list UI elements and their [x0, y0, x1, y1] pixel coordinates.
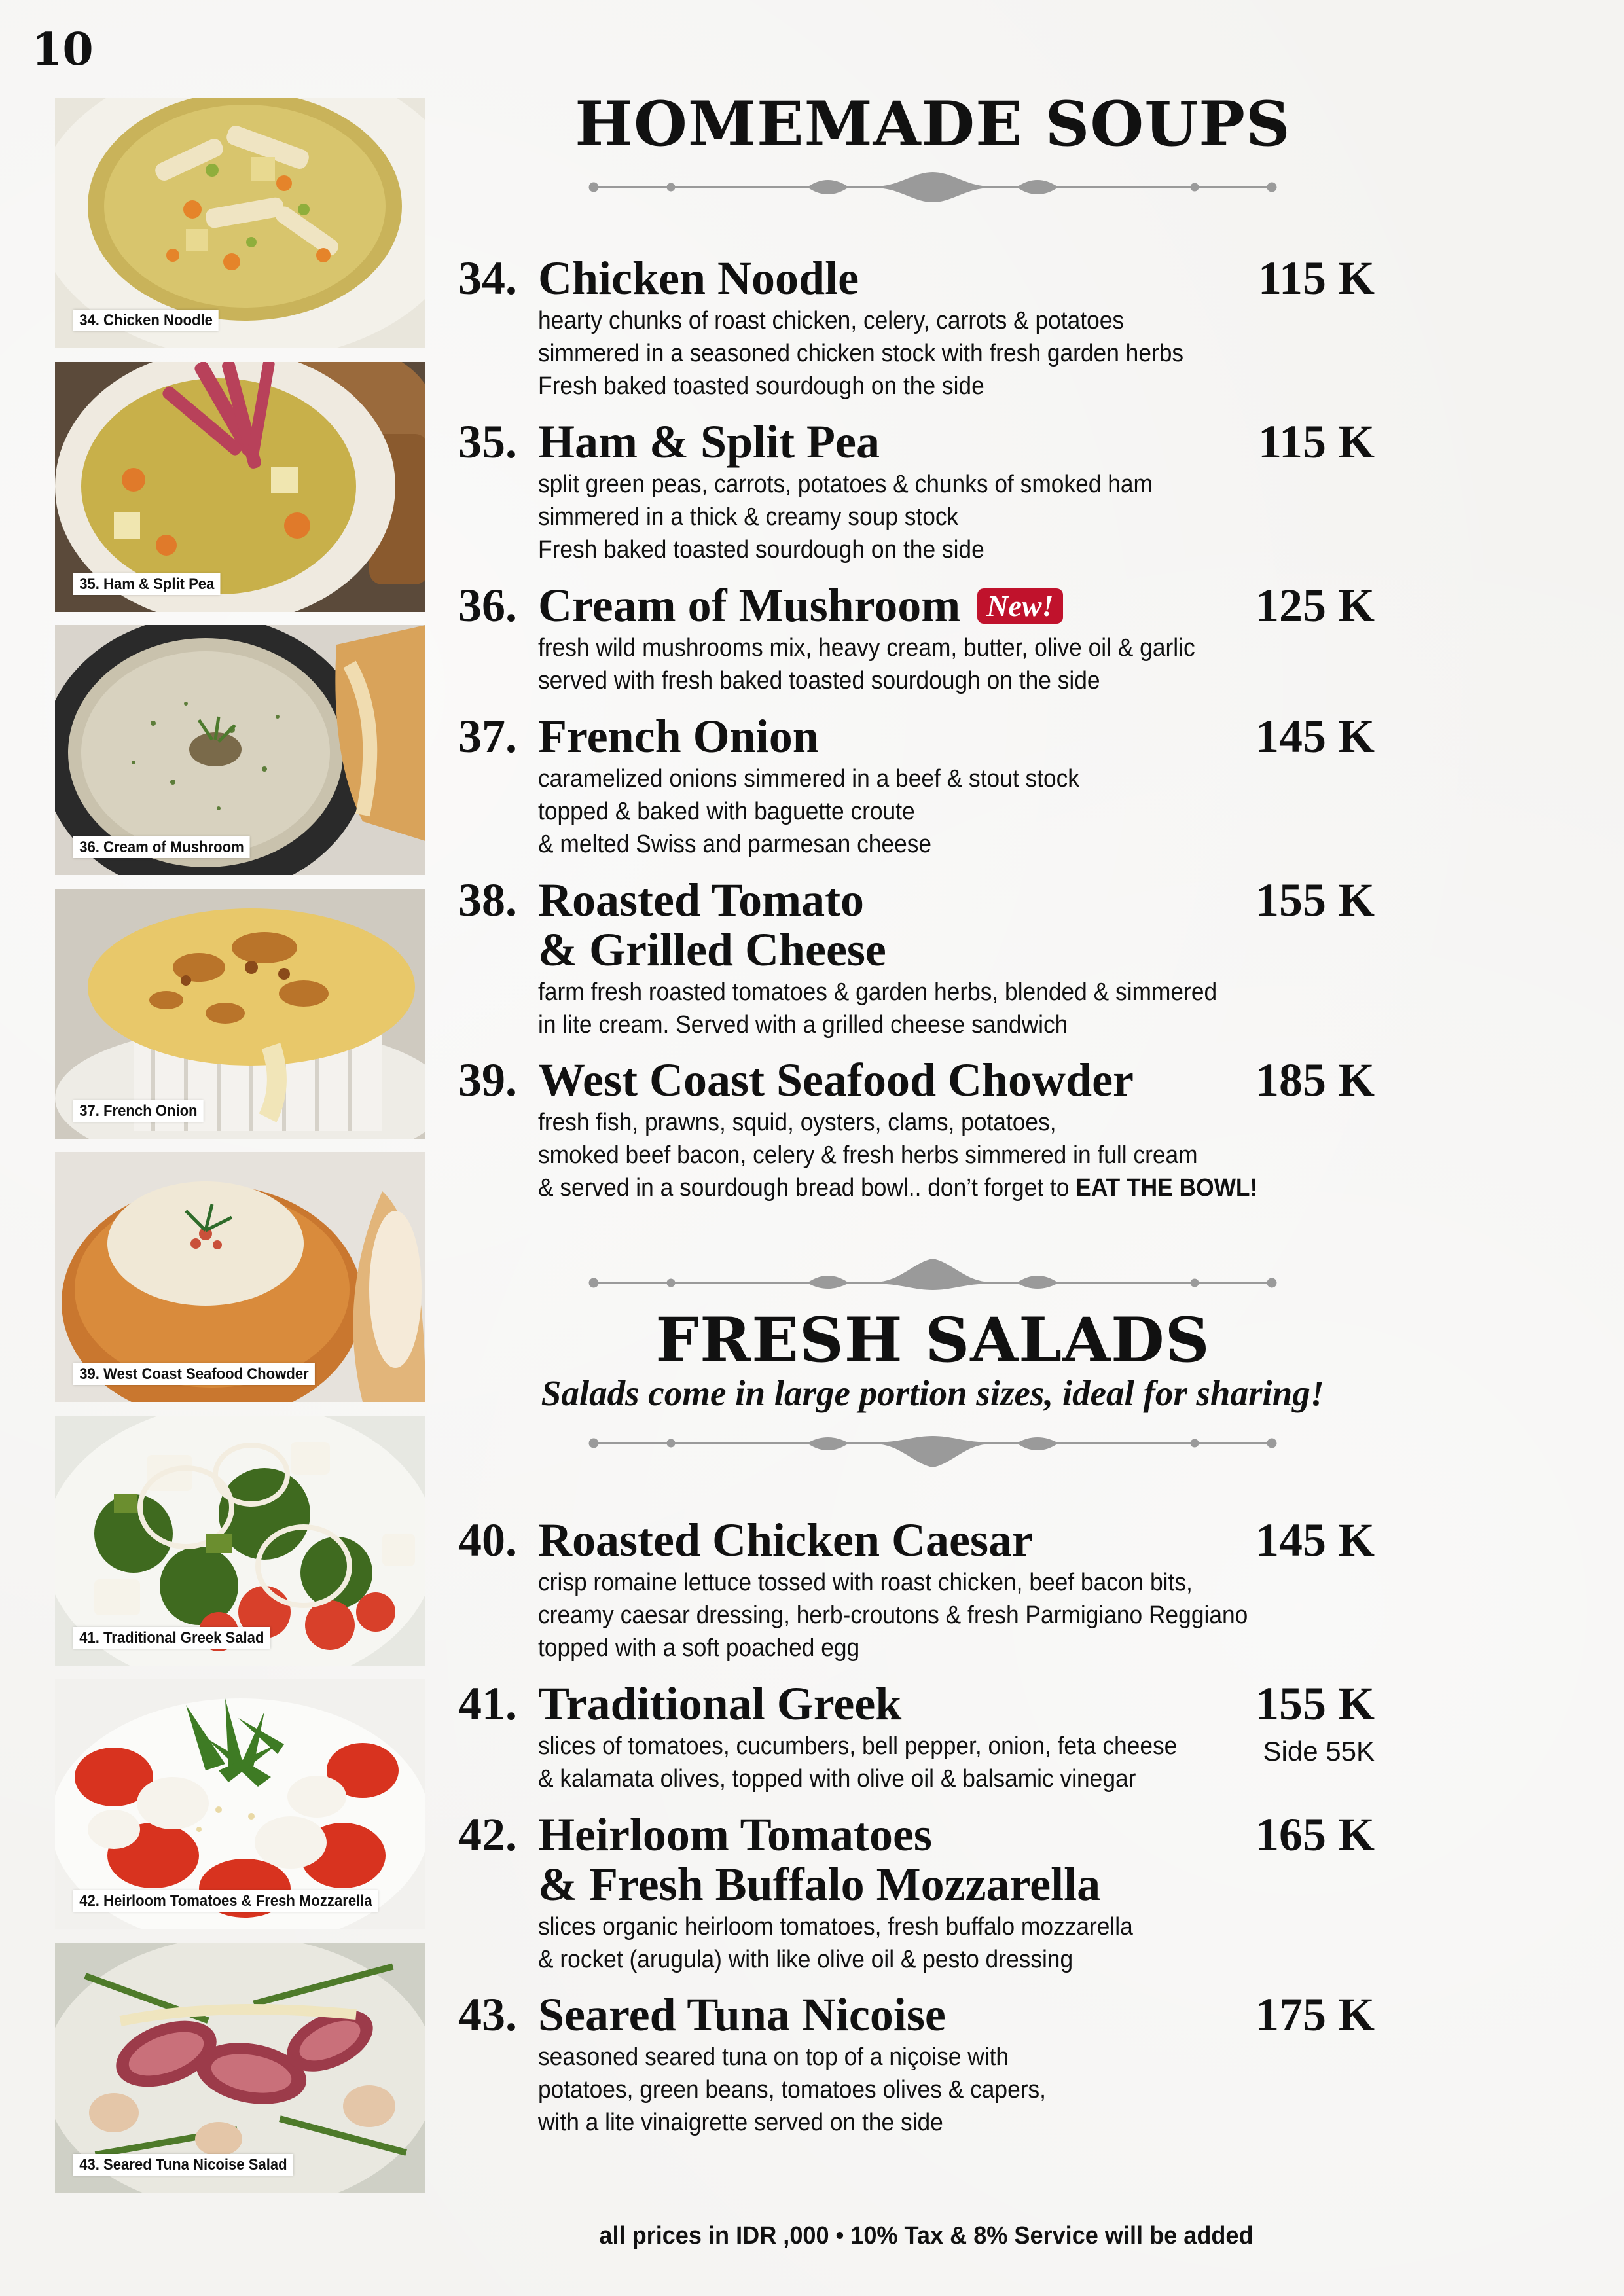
- item-description: fresh wild mushrooms mix, heavy cream, butter, olive oil & garlic served with fresh baked toasted sourdough on the side: [538, 634, 1195, 694]
- item-number: 40.: [458, 1514, 517, 1566]
- menu-item-37: [458, 711, 1375, 861]
- item-price: 185 K: [1255, 1054, 1375, 1106]
- item-name: West Coast Seafood Chowder: [538, 1054, 1134, 1106]
- item-price: 115 K: [1257, 416, 1375, 468]
- item-name: Heirloom Tomatoes: [538, 1808, 932, 1861]
- menu-item-42: [458, 1810, 1375, 1976]
- eat-the-bowl-emphasis: EAT THE BOWL!: [1075, 1174, 1258, 1202]
- item-number: 36.: [458, 579, 517, 632]
- soups-title: HOMEMADE SOUPS: [575, 88, 1291, 160]
- item-name-line-2: & Fresh Buffalo Mozzarella: [538, 1858, 1101, 1910]
- item-number: 43.: [458, 1988, 517, 2041]
- photo-greek-salad: [55, 1416, 425, 1666]
- ornament-divider-icon: [586, 168, 1280, 207]
- item-description: hearty chunks of roast chicken, celery, carrots & potatoes simmered in a seasoned chicken stock with fresh garden herbs Fresh baked toasted sourdough on the side: [538, 307, 1184, 400]
- salads-tagline: Salads come in large portion sizes, ideal for sharing!: [541, 1373, 1325, 1413]
- photo-caption: 41. Traditional Greek Salad: [73, 1627, 270, 1649]
- photo-caption: 42. Heirloom Tomatoes & Fresh Mozzarella: [73, 1890, 378, 1912]
- item-name: Chicken Noodle: [538, 252, 859, 304]
- item-description: fresh fish, prawns, squid, oysters, clams, potatoes, smoked beef bacon, celery & fresh herbs simmered in full cream & served in a sourdough bread bowl.. don’t forget to EAT THE BOWL!: [538, 1109, 1258, 1202]
- item-number: 39.: [458, 1054, 517, 1106]
- photo-caption: 35. Ham & Split Pea: [73, 573, 221, 595]
- item-number: 41.: [458, 1677, 517, 1730]
- item-price: 155 K: [1255, 874, 1375, 926]
- photo-chicken-noodle: [55, 98, 425, 348]
- photo-ham-split-pea: [55, 362, 425, 612]
- item-price: 115 K: [1257, 252, 1375, 304]
- menu-item-34: [458, 253, 1375, 403]
- item-name: Roasted Chicken Caesar: [538, 1514, 1033, 1566]
- item-description: farm fresh roasted tomatoes & garden herbs, blended & simmered in lite cream. Served with a grilled cheese sandwich: [538, 978, 1218, 1039]
- photo-caption: 34. Chicken Noodle: [73, 310, 219, 331]
- item-number: 34.: [458, 252, 517, 304]
- new-badge: New!: [977, 588, 1062, 624]
- photo-caption: 36. Cream of Mushroom: [73, 836, 250, 858]
- item-description: caramelized onions simmered in a beef & stout stock topped & baked with baguette croute & melted Swiss and parmesan cheese: [538, 765, 1079, 858]
- photo-seafood-chowder: [55, 1152, 425, 1402]
- ornament-divider-icon: [586, 1430, 1280, 1469]
- item-name: Cream of Mushroom: [538, 579, 961, 632]
- side-portion-price: Side 55K: [1263, 1736, 1375, 1767]
- item-name: Roasted Tomato: [538, 874, 865, 926]
- menu-item-41: [458, 1679, 1375, 1795]
- item-number: 42.: [458, 1808, 517, 1861]
- item-number: 38.: [458, 874, 517, 926]
- menu-item-36: [458, 581, 1375, 697]
- item-name: Seared Tuna Nicoise: [538, 1988, 946, 2041]
- photo-tuna-nicoise: [55, 1943, 425, 2193]
- item-price: 145 K: [1255, 1514, 1375, 1566]
- page-number: 10: [31, 24, 94, 76]
- photo-caption: 43. Seared Tuna Nicoise Salad: [73, 2154, 293, 2176]
- photo-caption: 37. French Onion: [73, 1100, 204, 1122]
- item-price: 125 K: [1255, 579, 1375, 632]
- item-price: 175 K: [1255, 1988, 1375, 2041]
- menu-item-35: [458, 417, 1375, 566]
- item-price: 155 K: [1255, 1677, 1375, 1730]
- item-description: slices organic heirloom tomatoes, fresh buffalo mozzarella & rocket (arugula) with like olive oil & pesto dressing: [538, 1913, 1133, 1973]
- item-description: slices of tomatoes, cucumbers, bell pepper, onion, feta cheese & kalamata olives, topped with olive oil & balsamic vinegar: [538, 1732, 1178, 1793]
- menu-item-39: [458, 1055, 1375, 1204]
- item-description: split green peas, carrots, potatoes & chunks of smoked ham simmered in a thick & creamy soup stock Fresh baked toasted sourdough on the side: [538, 471, 1153, 564]
- item-price: 165 K: [1255, 1808, 1375, 1861]
- menu-item-43: [458, 1990, 1375, 2139]
- pricing-footer-note: all prices in IDR ,000 • 10% Tax & 8% Service will be added: [599, 2222, 1254, 2250]
- ornament-divider-icon: [586, 1257, 1280, 1296]
- item-description: seasoned seared tuna on top of a niçoise with potatoes, green beans, tomatoes olives & capers, with a lite vinaigrette served on the side: [538, 2043, 1046, 2136]
- item-name-line-2: & Grilled Cheese: [538, 924, 886, 976]
- salads-title: FRESH SALADS: [655, 1304, 1210, 1376]
- item-description: crisp romaine lettuce tossed with roast chicken, beef bacon bits, creamy caesar dressing, herb-croutons & fresh Parmigiano Reggiano topped with a soft poached egg: [538, 1569, 1248, 1662]
- item-name: French Onion: [538, 710, 819, 762]
- photo-caprese-salad: [55, 1679, 425, 1929]
- menu-item-40: [458, 1515, 1375, 1664]
- photo-caption: 39. West Coast Seafood Chowder: [73, 1363, 315, 1385]
- photo-french-onion: [55, 889, 425, 1139]
- item-number: 35.: [458, 416, 517, 468]
- item-name: Ham & Split Pea: [538, 416, 880, 468]
- item-name: Traditional Greek: [538, 1677, 902, 1730]
- item-price: 145 K: [1255, 710, 1375, 762]
- item-number: 37.: [458, 710, 517, 762]
- photo-cream-of-mushroom: [55, 625, 425, 875]
- menu-item-38: [458, 875, 1375, 1041]
